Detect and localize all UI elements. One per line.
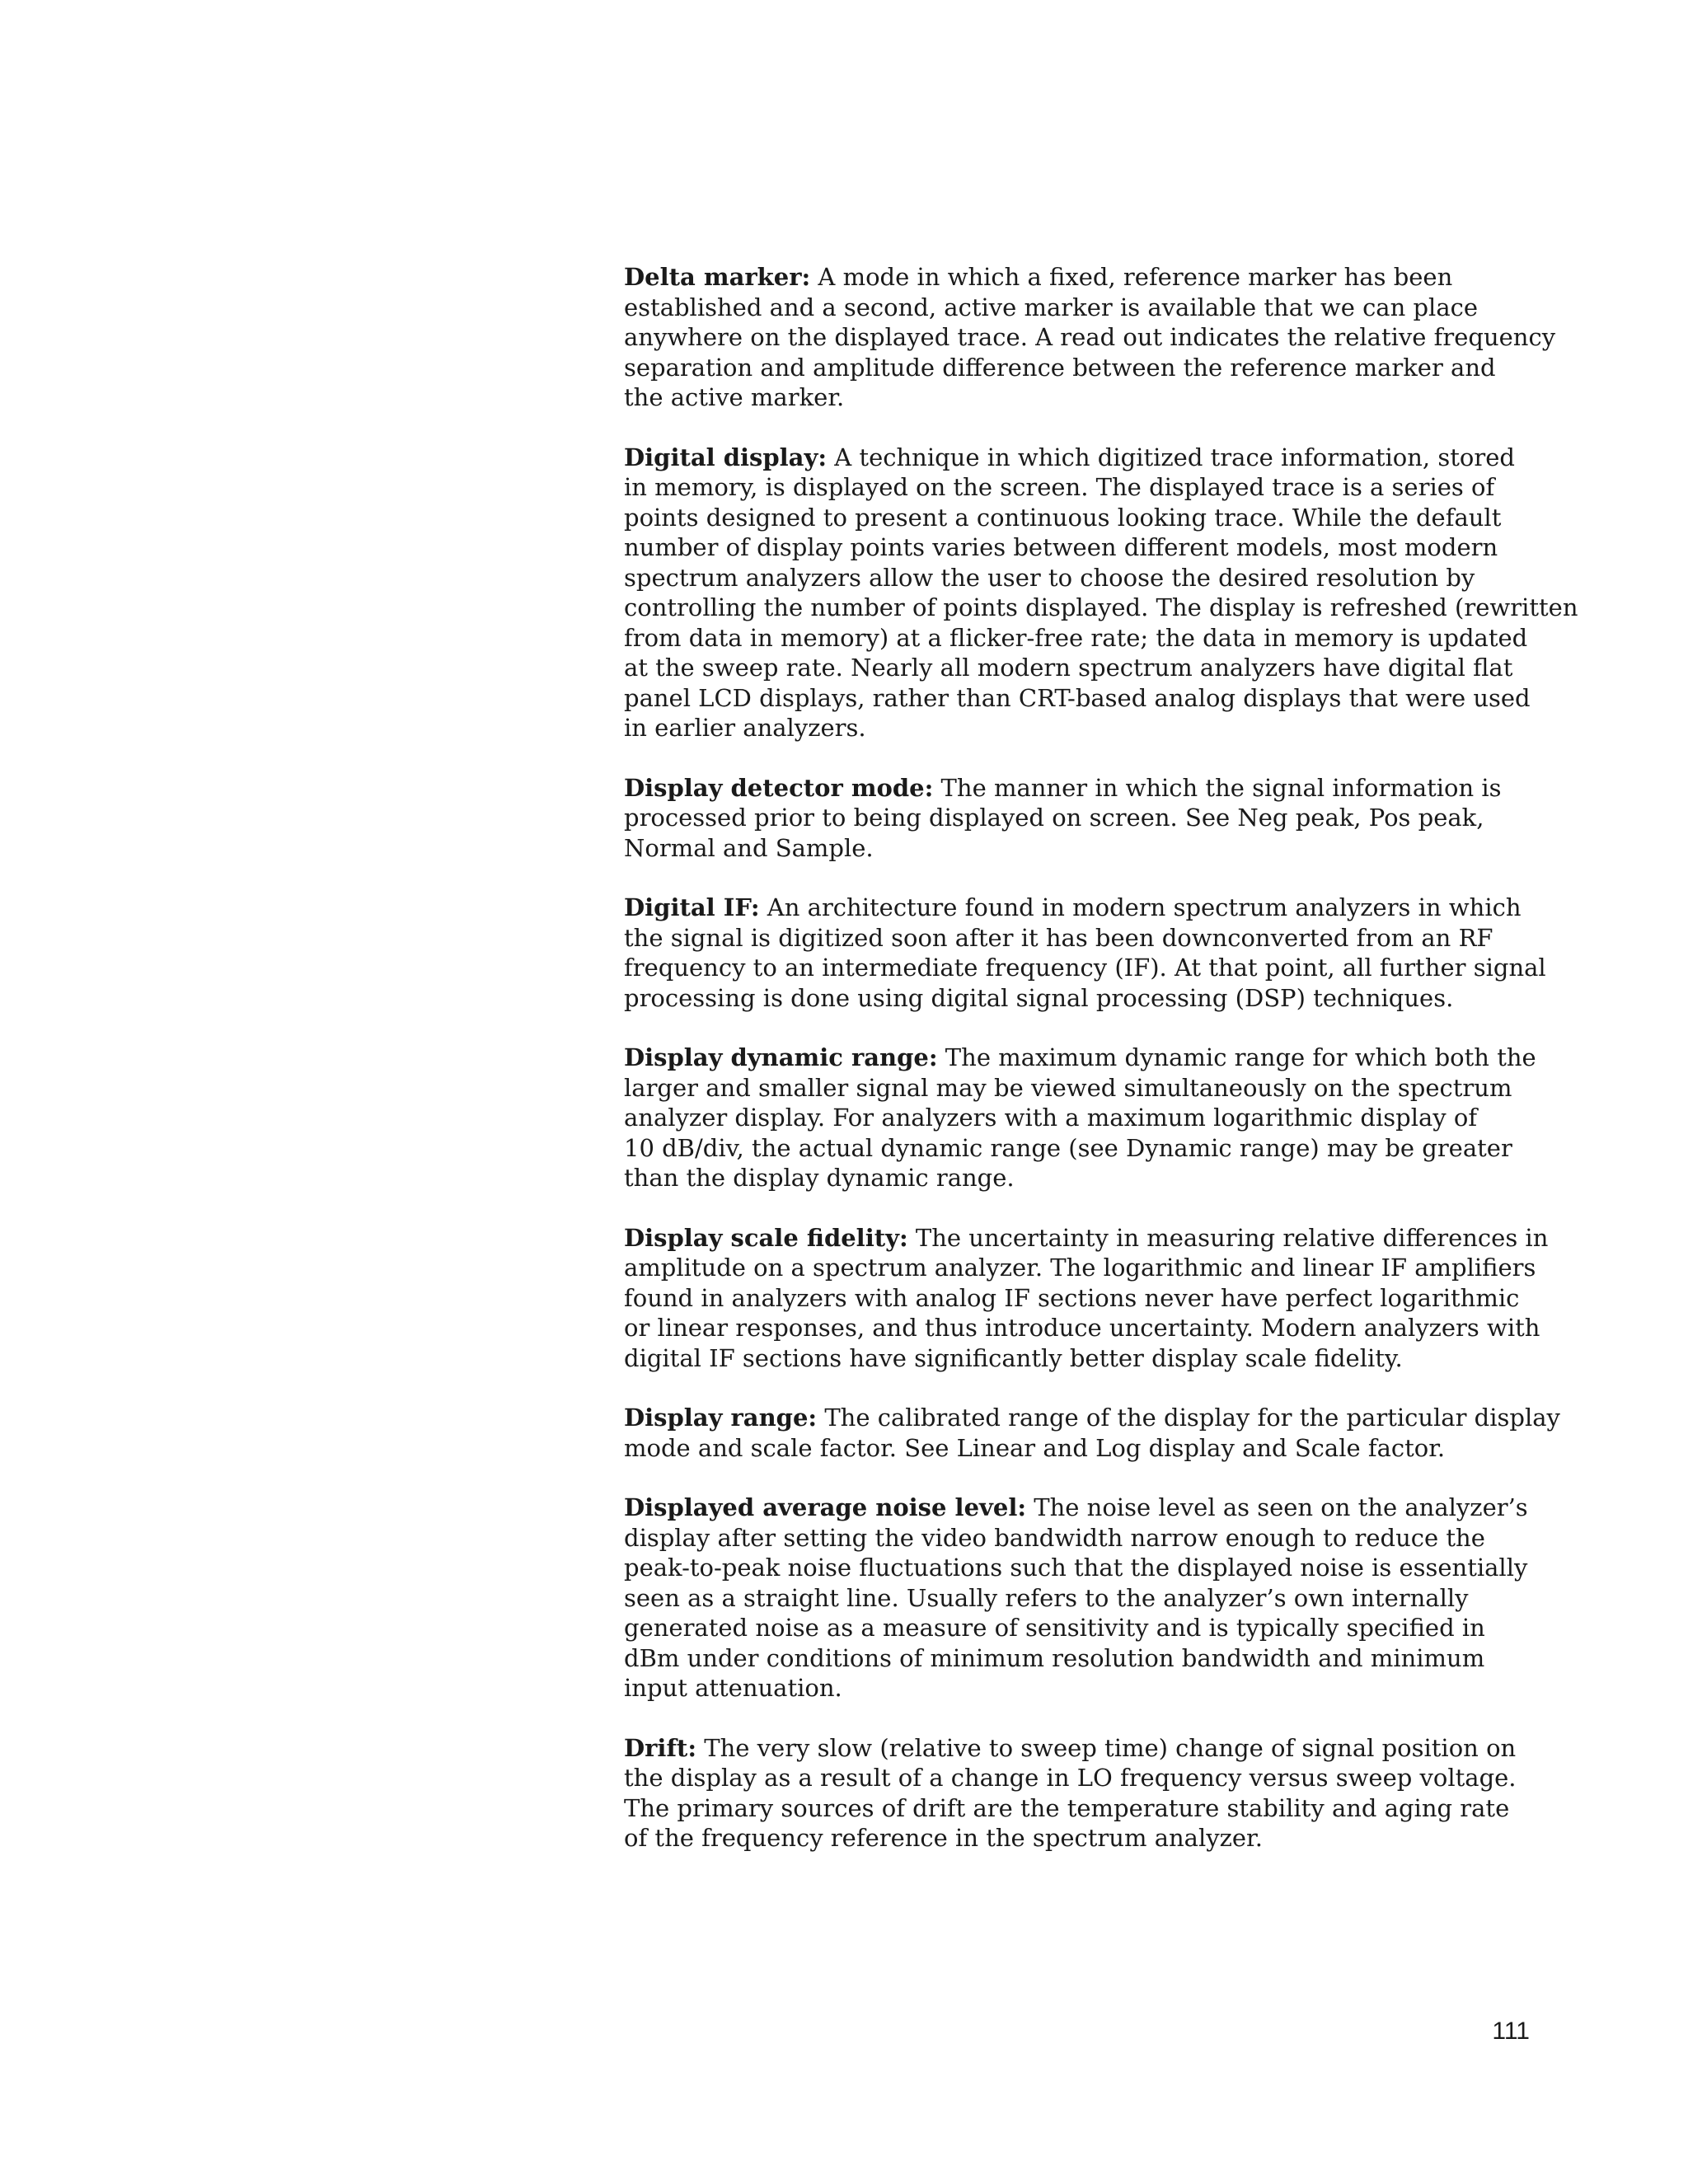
glossary-term: Display range: (624, 1404, 818, 1432)
entry-line (624, 893, 1522, 923)
glossary-entry (624, 773, 1522, 864)
glossary-entry (624, 1493, 1528, 1704)
entry-line: in memory, is displayed on the screen. The displayed trace is a series of (624, 473, 1495, 501)
entry-line: the signal is digitized soon after it has been downconverted from an RF (624, 923, 1493, 952)
glossary-term: Display detector mode: (624, 773, 934, 802)
entry-line: from data in memory) at a flicker-free rate; the data in memory is updated (624, 623, 1528, 652)
entry-line (624, 1403, 1560, 1433)
entry-line: number of display points varies between different models, most modern (624, 533, 1498, 561)
entry-line: seen as a straight line. Usually refers to the analyzer’s own internally (624, 1583, 1469, 1612)
entry-line: of the frequency reference in the spectrum analyzer. (624, 1824, 1263, 1852)
glossary-body (624, 262, 1578, 1883)
entry-line (624, 1223, 1549, 1254)
entry-line: peak-to-peak noise fluctuations such that the displayed noise is essentially (624, 1554, 1528, 1582)
entry-line (624, 262, 1522, 293)
glossary-entry (624, 893, 1546, 1013)
definition-text: The calibrated range of the display for the particular display (817, 1404, 1560, 1432)
glossary-term: Display dynamic range: (624, 1043, 938, 1071)
glossary-entry (624, 262, 1556, 413)
entry-line: processing is done using digital signal processing (DSP) techniques. (624, 983, 1454, 1012)
definition-text: The noise level as seen on the analyzer’s (1026, 1493, 1528, 1521)
entry-line: the active marker. (624, 383, 845, 411)
glossary-entry (624, 1403, 1560, 1463)
page-number: 111 (1492, 2018, 1530, 2045)
entry-line: Normal and Sample. (624, 833, 874, 862)
glossary-entry (624, 443, 1578, 743)
entry-line: panel LCD displays, rather than CRT-based analog displays that were used (624, 683, 1531, 712)
entry-line: controlling the number of points displayed. The display is refreshed (rewritten (624, 593, 1578, 621)
glossary-term: Delta marker: (624, 263, 811, 291)
entry-line: in earlier analyzers. (624, 714, 866, 742)
glossary-entry (624, 1043, 1536, 1193)
entry-line: The primary sources of drift are the temperature stability and aging rate (624, 1793, 1510, 1822)
entry-line: input attenuation. (624, 1674, 842, 1702)
glossary-entry (624, 1733, 1522, 1854)
definition-text: The uncertainty in measuring relative differences in (907, 1223, 1549, 1252)
entry-line: spectrum analyzers allow the user to choose the desired resolution by (624, 563, 1475, 592)
definition-text: The maximum dynamic range for which both the (937, 1043, 1536, 1071)
entry-line: amplitude on a spectrum analyzer. The logarithmic and linear IF amplifiers (624, 1254, 1536, 1282)
entry-line: digital IF sections have significantly better display scale fidelity. (624, 1343, 1403, 1372)
definition-text: A mode in which a fixed, reference marker has been (810, 263, 1453, 291)
entry-line: found in analyzers with analog IF sections never have perfect logarithmic (624, 1283, 1520, 1312)
entry-line: processed prior to being displayed on screen. See Neg peak, Pos peak, (624, 804, 1484, 832)
entry-line: the display as a result of a change in LO frequency versus sweep voltage. (624, 1764, 1517, 1792)
definition-text: A technique in which digitized trace information, stored (827, 443, 1515, 471)
glossary-term: Display scale fidelity: (624, 1223, 908, 1252)
entry-line: at the sweep rate. Nearly all modern spectrum analyzers have digital flat (624, 654, 1513, 682)
entry-line: frequency to an intermediate frequency (IF). At that point, all further signal (624, 954, 1546, 982)
entry-line: separation and amplitude difference between the reference marker and (624, 353, 1496, 382)
entry-line: anywhere on the displayed trace. A read out indicates the relative frequency (624, 323, 1556, 351)
entry-line: or linear responses, and thus introduce uncertainty. Modern analyzers with (624, 1314, 1540, 1342)
definition-text: The manner in which the signal information is (933, 773, 1502, 802)
entry-line (624, 1733, 1522, 1764)
entry-line: generated noise as a measure of sensitivity and is typically specified in (624, 1614, 1485, 1642)
glossary-term: Digital display: (624, 443, 828, 471)
entry-line: mode and scale factor. See Linear and Log display and Scale factor. (624, 1433, 1446, 1462)
entry-line: larger and smaller signal may be viewed simultaneously on the spectrum (624, 1073, 1512, 1102)
glossary-term: Displayed average noise level: (624, 1493, 1027, 1521)
entry-line: established and a second, active marker is available that we can place (624, 293, 1479, 321)
entry-line: than the display dynamic range. (624, 1164, 1015, 1192)
definition-text: The very slow (relative to sweep time) change of signal position on (696, 1733, 1517, 1762)
entry-line: display after setting the video bandwidth narrow enough to reduce the (624, 1523, 1485, 1552)
entry-line (624, 773, 1522, 804)
entry-line: points designed to present a continuous looking trace. While the default (624, 503, 1502, 532)
glossary-term: Drift: (624, 1733, 697, 1762)
entry-line (624, 443, 1522, 473)
definition-text: An architecture found in modern spectrum analyzers in which (759, 893, 1522, 921)
entry-line: dBm under conditions of minimum resolution bandwidth and minimum (624, 1643, 1485, 1672)
glossary-term: Digital IF: (624, 893, 760, 921)
entry-line (624, 1043, 1536, 1073)
entry-line (624, 1493, 1528, 1523)
glossary-entry (624, 1223, 1549, 1374)
entry-line: 10 dB/div, the actual dynamic range (see Dynamic range) may be greater (624, 1133, 1512, 1162)
entry-line: analyzer display. For analyzers with a maximum logarithmic display of (624, 1104, 1478, 1132)
